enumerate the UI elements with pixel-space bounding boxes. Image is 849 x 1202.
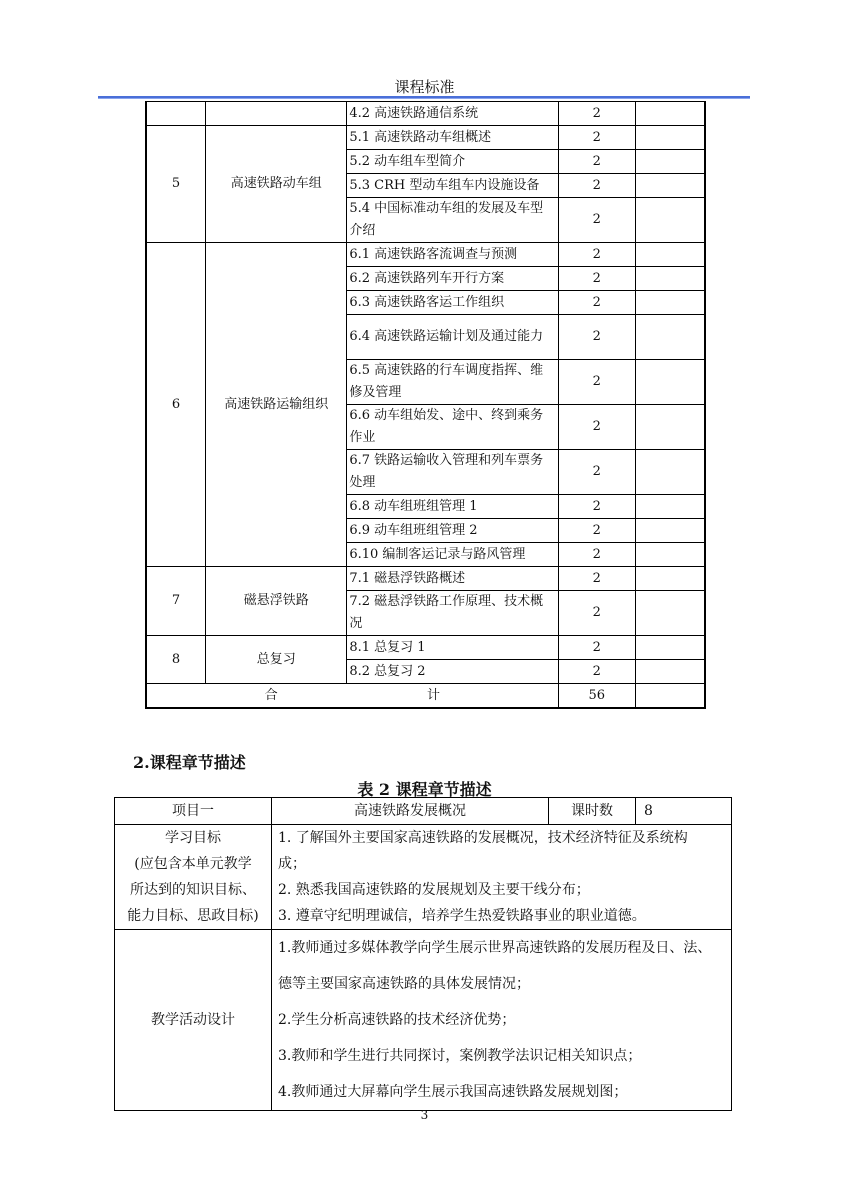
empty-cell (635, 543, 705, 567)
activity-line: 2.学生分析高速铁路的技术经济优势； (278, 1012, 516, 1028)
empty-cell (635, 360, 705, 405)
empty-cell (635, 102, 705, 126)
objective-line: 3. 遵章守纪明理诚信，培养学生热爱铁路事业的职业道德。 (278, 908, 646, 924)
hours-cell: 2 (558, 102, 635, 126)
section-cell: 6.4 高速铁路运输计划及通过能力 (347, 315, 558, 360)
empty-cell (635, 174, 705, 198)
objectives-label-line: 学习目标 (165, 830, 221, 846)
empty-cell (635, 636, 705, 660)
header-divider (98, 96, 750, 99)
empty-cell (635, 315, 705, 360)
activity-line: 4.教师通过大屏幕向学生展示我国高速铁路发展规划图； (278, 1084, 628, 1100)
hours-cell: 2 (558, 291, 635, 315)
project-row (115, 798, 732, 825)
hours-cell: 2 (558, 174, 635, 198)
chapter-number-cell (146, 102, 206, 126)
page-header-title: 课程标准 (394, 78, 455, 96)
hours-cell: 2 (558, 267, 635, 291)
chapter-name-cell: 磁悬浮铁路 (206, 567, 347, 636)
hours-label: 课时数 (549, 798, 636, 825)
empty-cell (635, 684, 705, 709)
activity-line: 德等主要国家高速铁路的具体发展情况； (278, 976, 530, 992)
page-number: 3 (420, 1108, 429, 1122)
hours-cell: 2 (558, 591, 635, 636)
empty-cell (635, 267, 705, 291)
hours-cell: 2 (558, 567, 635, 591)
hours-cell: 2 (558, 636, 635, 660)
empty-cell (635, 150, 705, 174)
section-cell: 7.1 磁悬浮铁路概述 (347, 567, 558, 591)
total-label-cell (146, 684, 558, 709)
hours-cell: 2 (558, 243, 635, 267)
objectives-row (115, 825, 732, 930)
empty-cell (635, 243, 705, 267)
section-cell: 5.3 CRH 型动车组车内设施设备 (347, 174, 558, 198)
table-row (146, 243, 705, 267)
table-row (146, 636, 705, 660)
activities-row (115, 930, 732, 1111)
total-label-part: 计 (427, 687, 441, 703)
activity-line: 1.教师通过多媒体教学向学生展示世界高速铁路的发展历程及日、法、 (278, 940, 712, 956)
objective-line: 成； (278, 856, 306, 872)
chapter-name-cell: 总复习 (206, 636, 347, 684)
chapter-number-cell: 5 (146, 126, 206, 243)
objectives-label (115, 825, 272, 930)
empty-cell (635, 567, 705, 591)
hours-cell: 2 (558, 543, 635, 567)
chapter-number-cell: 8 (146, 636, 206, 684)
section-cell: 8.2 总复习 2 (347, 660, 558, 684)
course-schedule-table (145, 101, 706, 709)
chapter-name-cell: 高速铁路动车组 (206, 126, 347, 243)
chapter-number-cell: 6 (146, 243, 206, 567)
activities-label: 教学活动设计 (115, 930, 272, 1111)
section-cell: 5.1 高速铁路动车组概述 (347, 126, 558, 150)
empty-cell (635, 660, 705, 684)
section-cell: 6.5 高速铁路的行车调度指挥、维修及管理 (347, 360, 558, 405)
objectives-label-line: 能力目标、思政目标) (127, 908, 259, 924)
activities-content (272, 930, 732, 1111)
section-cell: 6.9 动车组班组管理 2 (347, 519, 558, 543)
empty-cell (635, 519, 705, 543)
hours-value: 8 (636, 798, 732, 825)
hours-cell: 2 (558, 660, 635, 684)
section-heading: 2.课程章节描述 (133, 753, 246, 772)
hours-cell: 2 (558, 315, 635, 360)
hours-cell: 2 (558, 450, 635, 495)
hours-cell: 2 (558, 405, 635, 450)
empty-cell (635, 495, 705, 519)
empty-cell (635, 405, 705, 450)
total-hours-cell: 56 (558, 684, 635, 709)
section-cell: 6.10 编制客运记录与路风管理 (347, 543, 558, 567)
hours-cell: 2 (558, 519, 635, 543)
empty-cell (635, 198, 705, 243)
section-cell: 6.7 铁路运输收入管理和列车票务处理 (347, 450, 558, 495)
project-name: 高速铁路发展概况 (272, 798, 549, 825)
section-cell: 8.1 总复习 1 (347, 636, 558, 660)
empty-cell (635, 126, 705, 150)
hours-cell: 2 (558, 150, 635, 174)
empty-cell (635, 450, 705, 495)
chapter-name-cell (206, 102, 347, 126)
empty-cell (635, 291, 705, 315)
section-cell: 5.2 动车组车型简介 (347, 150, 558, 174)
section-cell: 6.2 高速铁路列车开行方案 (347, 267, 558, 291)
section-cell: 7.2 磁悬浮铁路工作原理、技术概况 (347, 591, 558, 636)
section-cell: 6.8 动车组班组管理 1 (347, 495, 558, 519)
objective-line: 2. 熟悉我国高速铁路的发展规划及主要干线分布； (278, 882, 590, 898)
hours-cell: 2 (558, 495, 635, 519)
chapter-name-cell: 高速铁路运输组织 (206, 243, 347, 567)
section-cell: 4.2 高速铁路通信系统 (347, 102, 558, 126)
table-row (146, 567, 705, 591)
objective-line: 1. 了解国外主要国家高速铁路的发展概况，技术经济特征及系统构 (278, 830, 688, 846)
hours-cell: 2 (558, 126, 635, 150)
objectives-content (272, 825, 732, 930)
section-cell: 6.3 高速铁路客运工作组织 (347, 291, 558, 315)
chapter-description-table (114, 797, 732, 1111)
table-row (146, 102, 705, 126)
table-row (146, 126, 705, 150)
section-cell: 6.1 高速铁路客流调查与预测 (347, 243, 558, 267)
activity-line: 3.教师和学生进行共同探讨，案例教学法识记相关知识点； (278, 1048, 642, 1064)
hours-cell: 2 (558, 360, 635, 405)
objectives-label-line: (应包含本单元教学 (134, 856, 252, 872)
section-cell: 5.4 中国标准动车组的发展及车型介绍 (347, 198, 558, 243)
table-2-title: 表 2 课程章节描述 (357, 780, 492, 799)
objectives-label-line: 所达到的知识目标、 (130, 882, 256, 898)
section-cell: 6.6 动车组始发、途中、终到乘务作业 (347, 405, 558, 450)
project-label: 项目一 (115, 798, 272, 825)
empty-cell (635, 591, 705, 636)
hours-cell: 2 (558, 198, 635, 243)
total-label-part: 合 (264, 687, 278, 703)
total-row (146, 684, 705, 709)
chapter-number-cell: 7 (146, 567, 206, 636)
